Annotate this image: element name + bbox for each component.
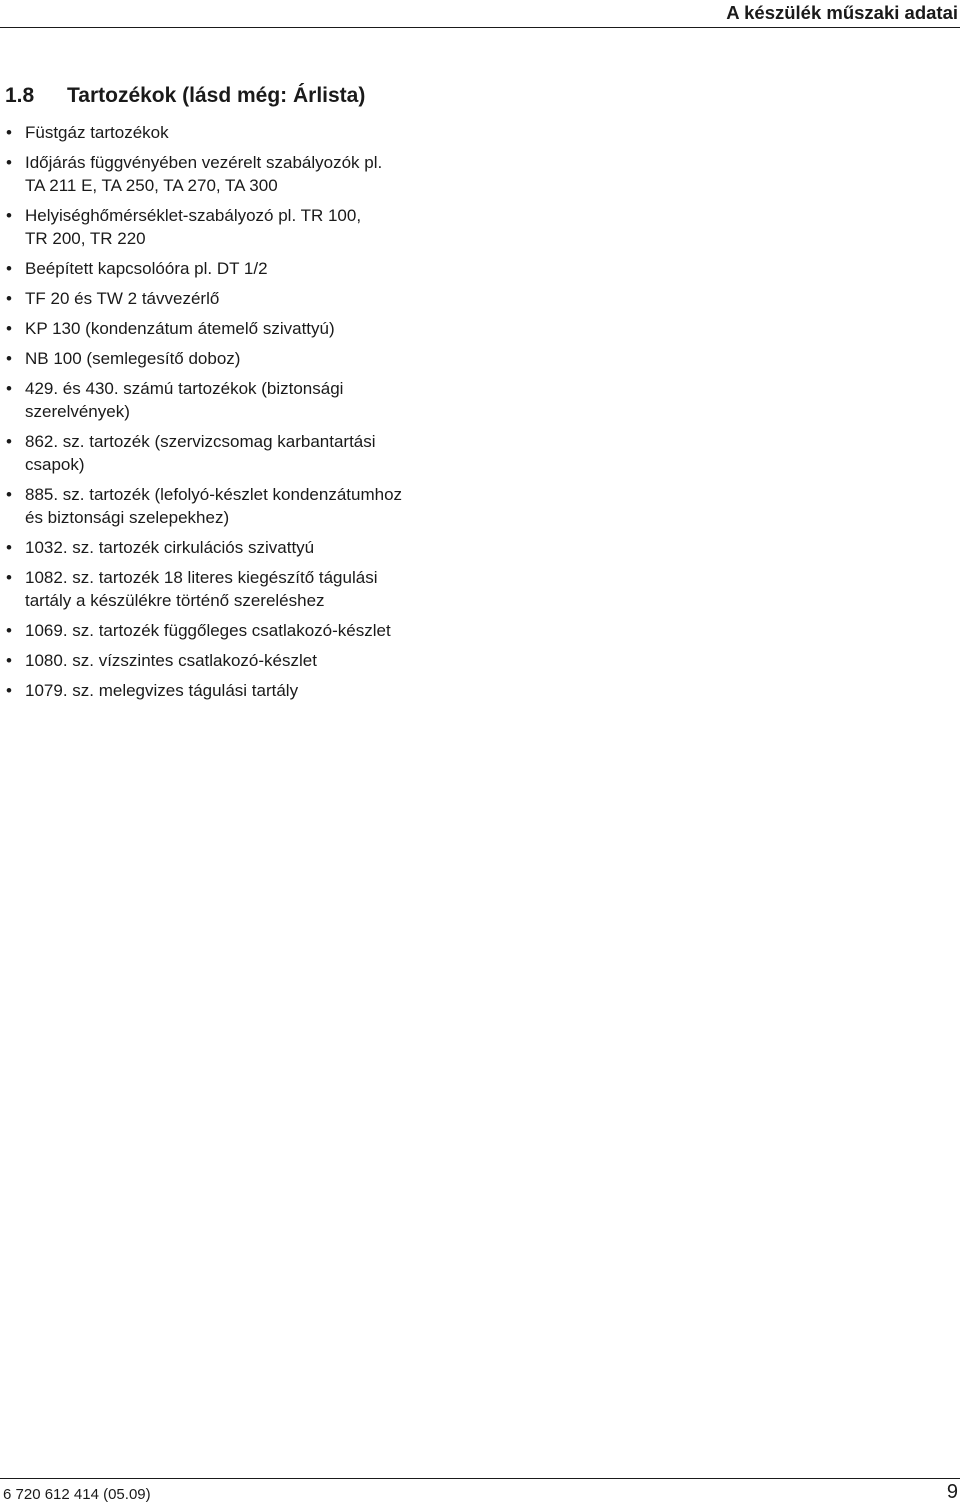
list-item-text: TA 211 E, TA 250, TA 270, TA 300 (25, 176, 278, 195)
list-item-text: 862. sz. tartozék (szervizcsomag karbantartási (25, 432, 376, 451)
list-item (0, 204, 470, 250)
list-item-text: Időjárás függvényében vezérelt szabályozók pl. (25, 153, 383, 172)
list-item (0, 121, 470, 144)
page-header (0, 0, 960, 26)
list-item-text: Beépített kapcsolóóra pl. DT 1/2 (25, 259, 268, 278)
bullet-icon: • (6, 379, 12, 398)
list-item-text: 1080. sz. vízszintes csatlakozó-készlet (25, 651, 317, 670)
list-item-text: NB 100 (semlegesítő doboz) (25, 349, 241, 368)
list-item-text: 429. és 430. számú tartozékok (biztonsági (25, 379, 344, 398)
list-item-text: csapok) (25, 455, 85, 474)
section-heading (5, 84, 365, 108)
list-item-text: 885. sz. tartozék (lefolyó-készlet kondenzátumhoz (25, 485, 403, 504)
list-item-text: 1082. sz. tartozék 18 literes kiegészítő tágulási (25, 568, 378, 587)
list-item-text: Füstgáz tartozékok (25, 123, 169, 142)
page-footer (0, 1478, 960, 1505)
list-item-text: Helyiséghőmérséklet-szabályozó pl. TR 100, (25, 206, 362, 225)
bullet-icon: • (6, 485, 12, 504)
accessory-list (0, 121, 470, 709)
list-item (0, 430, 470, 476)
bullet-icon: • (6, 319, 12, 338)
list-item (0, 566, 470, 612)
list-item-text: KP 130 (kondenzátum átemelő szivattyú) (25, 319, 335, 338)
list-item-text: szerelvények) (25, 402, 130, 421)
list-item (0, 377, 470, 423)
header-divider (0, 27, 960, 28)
list-item (0, 483, 470, 529)
bullet-icon: • (6, 349, 12, 368)
bullet-icon: • (6, 568, 12, 587)
list-item (0, 679, 470, 702)
header-title: A készülék műszaki adatai (726, 2, 958, 23)
footer-divider (0, 1478, 960, 1479)
bullet-icon: • (6, 289, 12, 308)
bullet-icon: • (6, 259, 12, 278)
bullet-icon: • (6, 621, 12, 640)
bullet-icon: • (6, 432, 12, 451)
bullet-icon: • (6, 206, 12, 225)
bullet-icon: • (6, 681, 12, 700)
section-title: Tartozékok (lásd még: Árlista) (67, 84, 366, 107)
list-item-text: 1079. sz. melegvizes tágulási tartály (25, 681, 299, 700)
document-number: 6 720 612 414 (05.09) (3, 1486, 151, 1503)
page-number: 9 (946, 1481, 958, 1503)
list-item (0, 619, 470, 642)
list-item-text: TR 200, TR 220 (25, 229, 146, 248)
list-item (0, 257, 470, 280)
bullet-icon: • (6, 538, 12, 557)
list-item (0, 536, 470, 559)
list-item-text: tartály a készülékre történő szereléshez (25, 591, 325, 610)
list-item (0, 649, 470, 672)
list-item (0, 151, 470, 197)
list-item-text: és biztonsági szelepekhez) (25, 508, 230, 527)
list-item (0, 287, 470, 310)
list-item-text: 1069. sz. tartozék függőleges csatlakozó-készlet (25, 621, 391, 640)
list-item-text: TF 20 és TW 2 távvezérlő (25, 289, 220, 308)
section-number: 1.8 (5, 84, 35, 107)
list-item-text: 1032. sz. tartozék cirkulációs szivattyú (25, 538, 315, 557)
bullet-icon: • (6, 123, 12, 142)
list-item (0, 347, 470, 370)
bullet-icon: • (6, 153, 12, 172)
list-item (0, 317, 470, 340)
bullet-icon: • (6, 651, 12, 670)
